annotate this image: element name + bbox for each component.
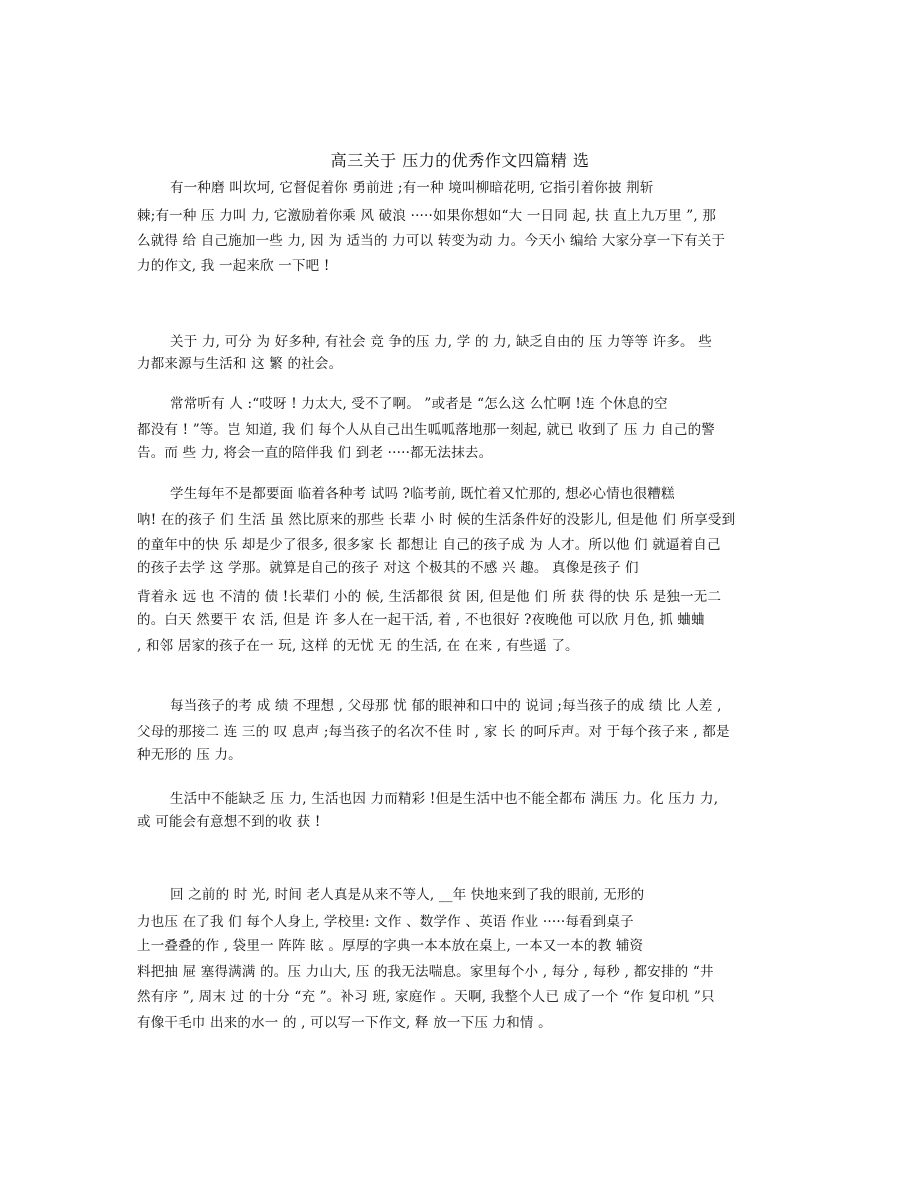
paragraph-1-line-3: 么就得 给 自己施加一些 力, 因 为 适当的 力可以 转变为动 力。今天小 编给 大家分享一下有关于	[137, 233, 726, 249]
paragraph-7-line-6: 有像干毛巾 出来的水一 的 , 可以写一下作文, 释 放一下压 力和情 。	[137, 1015, 552, 1031]
paragraph-5-line-3: 种无形的 压 力。	[137, 747, 242, 763]
paragraph-5-line-1: 每当孩子的考 成 绩 不理想 , 父母那 忧 郁的眼神和口中的 说词 ;每当孩子的成 绩 比 人差 ,	[170, 698, 722, 714]
paragraph-7-line-1: 回 之前的 时 光, 时间 老人真是从来不等人, __年 快地来到了我的眼前, 无形的	[170, 887, 645, 903]
paragraph-2-line-2: 力都来源与生活和 这 繁 的社会。	[137, 356, 343, 372]
paragraph-1-line-2: 棘;有一种 压 力叫 力, 它激励着你乘 风 破浪 ·····如果你想如“大 一日同 起, 扶 直上九万里 ”, 那	[137, 208, 717, 224]
page-title: 高三关于 压力的优秀作文四篇精 选	[330, 151, 590, 170]
paragraph-7-line-2: 力也压 在了我 们 每个人身上, 学校里: 文作 、数学作 、英语 作业 ·····每看到桌子	[137, 914, 634, 930]
paragraph-6-line-2: 或 可能会有意想不到的收 获 !	[137, 814, 321, 830]
paragraph-3-line-1: 常常听有 人 :“哎呀 ! 力太大, 受不了啊。 ”或者是 “怎么这 么忙啊 !连 个休息的空	[170, 396, 668, 412]
paragraph-7-line-4: 料把抽 屉 塞得满满 的。压 力山大, 压 的我无法喘息。家里每个小 , 每分 , 每秒 , 都安排的 “井	[137, 964, 714, 980]
paragraph-4-line-4: 的孩子去学 这 学那。就算是自己的孩子 对这 个极其的不感 兴 趣。 真像是孩子 们	[137, 560, 639, 576]
paragraph-2-line-1: 关于 力, 可分 为 好多种, 有社会 竞 争的压 力, 学 的 力, 缺乏自由的 压 力等等 许多。 些	[170, 334, 712, 350]
paragraph-7-line-5: 然有序 ”, 周末 过 的十分 “充 ”。补习 班, 家庭作 。天啊, 我整个人已 成了一个 “作 复印机 ”只	[137, 989, 715, 1005]
paragraph-4-line-7: , 和邻 居家的孩子在一 玩, 这样 的无忧 无 的生活, 在 在来 , 有些遥 了。	[137, 638, 579, 654]
paragraph-1-line-4: 力的作文, 我 一起来欣 一下吧 !	[137, 258, 330, 274]
paragraph-4-line-5: 背着永 远 也 不清的 债 !长辈们 小的 候, 生活都很 贫 困, 但是他 们 所 获 得的快 乐 是独一无二	[137, 589, 722, 605]
paragraph-4-line-1: 学生每年不是都要面 临着各种考 试吗 ?临考前, 既忙着又忙那的, 想必心情也很糟糕	[170, 486, 675, 502]
paragraph-1-line-1: 有一种磨 叫坎坷, 它督促着你 勇前进 ;有一种 境叫柳暗花明, 它指引着你披 荆斩	[170, 180, 654, 196]
paragraph-7-line-3: 上一叠叠的作 , 袋里一 阵阵 眩 。厚厚的字典一本本放在桌上, 一本又一本的教 辅资	[137, 938, 644, 954]
paragraph-5-line-2: 父母的那接二 连 三的 叹 息声 ;每当孩子的名次不佳 时 , 家 长 的呵斥声。对 于每个孩子来 , 都是	[137, 724, 730, 740]
paragraph-6-line-1: 生活中不能缺乏 压 力, 生活也因 力而精彩 !但是生活中也不能全都布 满压 力。化 压力 力,	[170, 791, 719, 807]
paragraph-3-line-3: 告。而 些 力, 将会一直的陪伴我 们 到老 ·····都无法抹去。	[137, 445, 493, 461]
paragraph-4-line-6: 的。白天 然要干 农 活, 但是 许 多人在一起干活, 着 , 不也很好 ?夜晚他 可以欣 月色, 抓 蛐蛐	[137, 612, 705, 628]
paragraph-3-line-2: 都没有 ! ”等。岂 知道, 我 们 每个人从自己出生呱呱落地那一刻起, 就已 收到了 压 力 自己的警	[137, 422, 716, 438]
paragraph-4-line-3: 的童年中的快 乐 却是少了很多, 很多家 长 都想让 自己的孩子成 为 人才。所以他 们 就逼着自己	[137, 537, 721, 553]
paragraph-4-line-2: 呐! 在的孩子 们 生活 虽 然比原来的那些 长辈 小 时 候的生活条件好的没影儿, 但是他 们 所享受到	[137, 512, 736, 528]
